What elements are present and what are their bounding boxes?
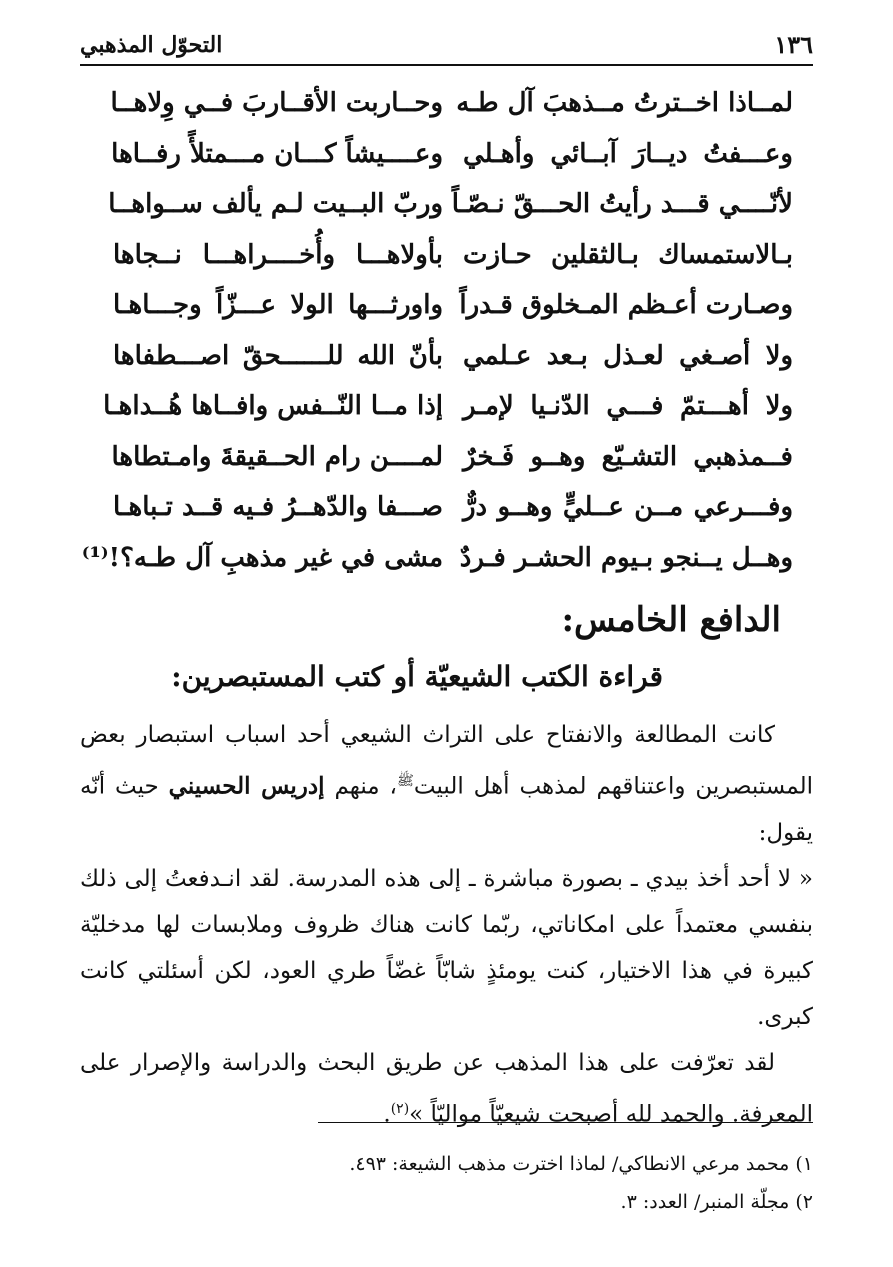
verse-first-hemistich: ولا أهـــتمّ فـــي الدّنـيا لإمـر [463, 391, 793, 421]
verse-second-hemistich: إذا مــا النّــفس وافــاها هُــداهـا [103, 391, 443, 421]
poem-verse [95, 82, 793, 133]
poem-verse [95, 335, 793, 386]
blessing-glyph: ﷺ [396, 773, 414, 789]
poem-verse [81, 537, 793, 588]
paragraph-text: ، منهم [324, 773, 397, 800]
poem-verse [95, 385, 793, 436]
verse-first-hemistich: لمــاذا اخــترتُ مــذهبَ آل طـه [456, 88, 793, 118]
verse-first-hemistich: بـالاستمساك بـالثقلين حـازت [463, 239, 793, 270]
poem-verse [95, 436, 793, 487]
verse-second-hemistich: وحــاربت الأقــاربَ فــي وِلاهــا [110, 88, 443, 118]
verse-second-hemistich: لمــــن رام الحــقيقةَ وامـتطاها [111, 441, 443, 472]
author-name: إدريس الحسيني [168, 772, 325, 800]
paragraph-text: . [383, 1101, 391, 1128]
verse-first-hemistich: فــمذهبي التشـيّع وهــو فَـخرٌ [463, 441, 793, 472]
verse-second-hemistich: واورثـــها الولا عـــزّاً وجـــاهـا [113, 290, 443, 320]
verse-second-hemistich: وعــــيشاً كـــان مـــمتلأً رفــاها [111, 138, 443, 169]
poem-verse [95, 133, 793, 184]
footnote-separator [318, 1122, 813, 1123]
verse-second-hemistich: مشى في غير مذهبِ آل طـه؟!⁽¹⁾ [81, 542, 443, 573]
footnote-reference: (٢) [390, 1100, 410, 1117]
paragraph-text: كانت المطالعة والانفتاح على التراث الشيعي أحد اسباب استبصار بعض المستبصرين واعتناقهم لمذهب أهل البيت [80, 722, 813, 800]
verse-second-hemistich: بأنّ الله للــــــحقّ اصـــطفاها [113, 340, 443, 371]
paragraph [80, 712, 813, 856]
running-title: التحوّل المذهبي [80, 32, 223, 58]
verse-first-hemistich: وهــل يــنجو بـيوم الحشـر فـردٌ [459, 542, 793, 573]
poem-verse [95, 183, 793, 234]
verse-second-hemistich: وربّ البــيت لـم يألف ســواهــا [108, 189, 443, 219]
poem-verse [95, 234, 793, 285]
paragraph-text: لقد تعرّفت على هذا المذهب عن طريق البحث والدراسة والإصرار على المعرفة. والحمد لله أصبحت شيعيّاً مواليّاً » [80, 1049, 813, 1128]
poem [81, 82, 793, 587]
verse-second-hemistich: صـــفا والدّهــرُ فـيه قــد تـباهـا [113, 492, 443, 522]
verse-first-hemistich: وعـــفتُ ديــارَ آبــائي وأهـلي [463, 138, 793, 169]
running-header [80, 28, 813, 66]
verse-second-hemistich: بأولاهـــا وأُخــــراهـــا نــجاها [113, 239, 443, 270]
body-text [80, 712, 813, 1137]
poem-verse [95, 284, 793, 335]
verse-first-hemistich: ولا أصـغي لعـذل بـعد عـلمي [463, 340, 793, 371]
verse-first-hemistich: وفـــرعي مــن عــليٍّ وهــو درٌّ [463, 492, 793, 522]
paragraph-text: حيث أنّه يقول: [80, 773, 813, 846]
poem-verse [95, 486, 793, 537]
subsection-heading: قراءة الكتب الشيعيّة أو كتب المستبصرين: [171, 660, 663, 693]
verse-first-hemistich: لأنّــــي قـــد رأيتُ الحـــقّ نـصّـاً [451, 189, 793, 219]
quotation-paragraph: « لا أحد أخذ بيدي ـ بصورة مباشرة ـ إلى هذه المدرسة. لقد انـدفعتُ إلى ذلك بنفسي معتمداً على امكاناتي، ربّما كانت هناك ظروف وملابسات لها مدخليّة كبيرة في هذا الاختيار، كنت يومئذٍ شابّاً غضّاً طري العود، لكن أسئلتي كانت كبرى. [80, 865, 813, 1030]
footnote: ١) محمد مرعي الانطاكي/ لماذا اخترت مذهب الشيعة: ٤٩٣. [349, 1153, 813, 1175]
verse-first-hemistich: وصـارت أعـظم المـخلوق قـدراً [459, 290, 793, 320]
footnote: ٢) مجلّة المنبر/ العدد: ٣. [620, 1191, 813, 1213]
section-heading: الدافع الخامس: [561, 600, 781, 640]
footnotes [200, 1145, 813, 1221]
page-number: ١٣٦ [774, 30, 813, 59]
